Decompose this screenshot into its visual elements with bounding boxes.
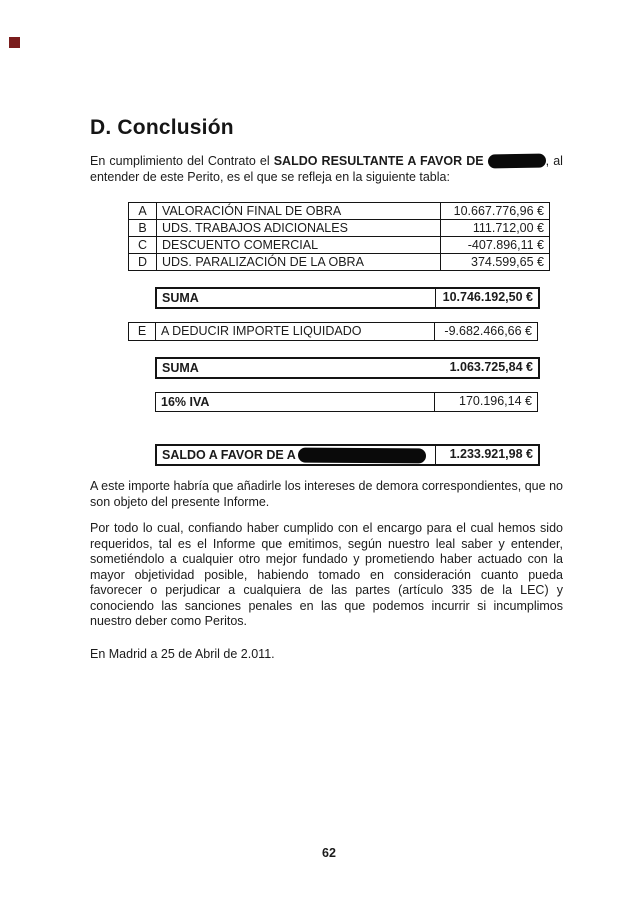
intro-line-1 — [90, 154, 563, 170]
table-row — [129, 237, 550, 254]
row-amount: 10.667.776,96 € — [441, 203, 550, 220]
body-paragraph-2: Por todo lo cual, confiando haber cumplido con el encargo para el cual hemos sido requeridos, tal es el Informe que emitimos, según nuestro leal saber y entender, sometiéndolo a cualquier otro mejor fundado y prometiendo haber actuado con la mayor objetividad posible, habiendo tomado en consideración cuanto pueda favorecer o perjudicar a cualquiera de las partes (artículo 335 de la LEC) y conociendo las sanciones penales en las que podemos incurrir si incumplimos nuestro deber como Peritos. — [90, 521, 563, 628]
saldo-label-text: SALDO A FAVOR DE A — [162, 447, 296, 462]
valuation-table — [128, 202, 550, 271]
redacted-name-block — [298, 447, 426, 463]
row-label: VALORACIÓN FINAL DE OBRA — [157, 203, 441, 220]
saldo-amount: 1.233.921,98 € — [435, 446, 538, 464]
iva-amount: 170.196,14 € — [434, 393, 537, 411]
row-amount: 374.599,65 € — [441, 254, 550, 271]
row-letter: D — [129, 254, 157, 271]
table-row — [129, 203, 550, 220]
row-letter: E — [129, 323, 156, 340]
row-letter: A — [129, 203, 157, 220]
intro-text: En cumplimiento del Contrato el — [90, 154, 270, 168]
row-amount: -407.896,11 € — [441, 237, 550, 254]
suma-amount: 10.746.192,50 € — [435, 289, 538, 307]
row-label: A DEDUCIR IMPORTE LIQUIDADO — [161, 324, 362, 338]
table-row — [129, 220, 550, 237]
row-label: DESCUENTO COMERCIAL — [157, 237, 441, 254]
deduction-row — [128, 322, 538, 341]
date-line: En Madrid a 25 de Abril de 2.011. — [90, 647, 275, 661]
body-paragraph-1: A este importe habría que añadirle los intereses de demora correspondientes, que no son objeto del presente Informe. — [90, 479, 563, 509]
suma-amount: 1.063.725,84 € — [449, 360, 533, 374]
suma-row-2 — [155, 357, 540, 379]
row-label: UDS. PARALIZACIÓN DE LA OBRA — [157, 254, 441, 271]
suma-row-1 — [155, 287, 540, 309]
intro-bold-text: SALDO RESULTANTE A FAVOR DE — [273, 154, 484, 168]
row-letter: C — [129, 237, 157, 254]
intro-text-after: , al — [545, 154, 563, 168]
suma-label: SUMA — [162, 360, 199, 375]
intro-paragraph — [90, 154, 563, 185]
row-label: UDS. TRABAJOS ADICIONALES — [157, 220, 441, 237]
redacted-name-block — [488, 153, 546, 168]
intro-line-2: entender de este Perito, es el que se refleja en la siguiente tabla: — [90, 169, 450, 184]
row-amount: 111.712,00 € — [441, 220, 550, 237]
iva-label: 16% IVA — [161, 394, 210, 409]
table-row — [129, 254, 550, 271]
row-amount: -9.682.466,66 € — [434, 323, 537, 340]
saldo-label — [157, 446, 435, 464]
page-number: 62 — [322, 846, 336, 860]
page-title: D. Conclusión — [90, 116, 234, 139]
saldo-row — [155, 444, 540, 466]
suma-label: SUMA — [162, 290, 199, 305]
row-letter: B — [129, 220, 157, 237]
iva-row — [155, 392, 538, 412]
corner-stamp-mark — [9, 37, 20, 48]
